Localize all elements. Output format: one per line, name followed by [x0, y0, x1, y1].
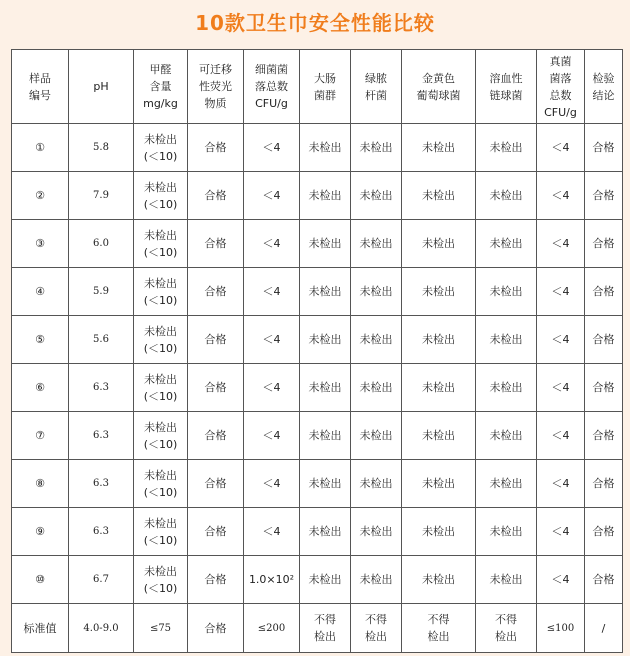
- cell-pseudomonas: 未检出: [351, 508, 402, 556]
- cell-fungi: ＜4: [537, 124, 585, 172]
- cell-strep: 未检出: [476, 460, 537, 508]
- cell-line: 未检出: [144, 516, 177, 530]
- cell-conclusion: 合格: [585, 412, 623, 460]
- cell-line: 不得: [427, 613, 450, 626]
- cell-ph: 6.7: [69, 556, 134, 604]
- standard-fluorescent: 合格: [188, 604, 244, 653]
- column-header: [134, 50, 188, 124]
- table-row: [12, 124, 623, 172]
- cell-line: 未检出: [144, 276, 177, 290]
- cell-line: (＜10): [143, 293, 178, 307]
- cell-line: 链球菌: [489, 88, 523, 102]
- cell-conclusion: 合格: [585, 172, 623, 220]
- cell-strep: 未检出: [476, 124, 537, 172]
- cell-conclusion: 合格: [585, 508, 623, 556]
- cell-bacteria: ＜4: [244, 460, 300, 508]
- cell-pseudomonas: 未检出: [351, 124, 402, 172]
- cell-pseudomonas: 未检出: [351, 364, 402, 412]
- cell-staph: 未检出: [402, 124, 476, 172]
- cell-id: ⑦: [12, 412, 69, 460]
- cell-id: ③: [12, 220, 69, 268]
- standard-staph: [402, 604, 476, 653]
- cell-staph: 未检出: [402, 556, 476, 604]
- cell-bacteria: ＜4: [244, 316, 300, 364]
- cell-coliform: 未检出: [300, 220, 351, 268]
- cell-line: 溶血性: [489, 71, 523, 85]
- cell-id: ⑩: [12, 556, 69, 604]
- cell-formaldehyde: [134, 316, 188, 364]
- cell-line: 样品: [29, 71, 51, 85]
- cell-line: 细菌菌: [255, 63, 288, 76]
- cell-line: 总数: [549, 88, 572, 102]
- cell-id: ⑥: [12, 364, 69, 412]
- cell-line: (＜10): [143, 245, 178, 259]
- cell-fungi: ＜4: [537, 316, 585, 364]
- cell-id: ⑧: [12, 460, 69, 508]
- cell-pseudomonas: 未检出: [351, 220, 402, 268]
- cell-id: ④: [12, 268, 69, 316]
- cell-line: 菌落: [549, 71, 572, 85]
- cell-line: 未检出: [144, 228, 177, 242]
- table-row: [12, 220, 623, 268]
- table-row: [12, 268, 623, 316]
- cell-line: 检出: [427, 630, 450, 643]
- cell-coliform: 未检出: [300, 172, 351, 220]
- cell-strep: 未检出: [476, 316, 537, 364]
- standard-strep: [476, 604, 537, 653]
- cell-coliform: 未检出: [300, 556, 351, 604]
- cell-bacteria: ＜4: [244, 412, 300, 460]
- cell-staph: 未检出: [402, 412, 476, 460]
- cell-line: (＜10): [143, 533, 178, 547]
- column-header: [300, 50, 351, 124]
- cell-strep: 未检出: [476, 508, 537, 556]
- cell-line: 落总数: [255, 80, 288, 93]
- cell-line: (＜10): [143, 197, 178, 211]
- cell-line: (＜10): [143, 581, 178, 595]
- cell-ph: 6.3: [69, 412, 134, 460]
- cell-id: ①: [12, 124, 69, 172]
- cell-fungi: ＜4: [537, 412, 585, 460]
- cell-line: CFU/g: [544, 105, 577, 119]
- cell-ph: 6.3: [69, 460, 134, 508]
- cell-line: 大肠: [314, 71, 336, 85]
- table-row: [12, 508, 623, 556]
- cell-formaldehyde: [134, 172, 188, 220]
- cell-coliform: 未检出: [300, 268, 351, 316]
- cell-line: 绿脓: [365, 71, 387, 85]
- cell-bacteria: 1.0×10²: [244, 556, 300, 604]
- cell-coliform: 未检出: [300, 316, 351, 364]
- cell-line: 性荧光: [199, 80, 232, 93]
- cell-staph: 未检出: [402, 316, 476, 364]
- cell-strep: 未检出: [476, 268, 537, 316]
- cell-bacteria: ＜4: [244, 268, 300, 316]
- cell-bacteria: ＜4: [244, 364, 300, 412]
- cell-formaldehyde: [134, 508, 188, 556]
- cell-id: ⑨: [12, 508, 69, 556]
- cell-line: 甲醛: [149, 63, 172, 76]
- cell-id: ②: [12, 172, 69, 220]
- cell-line: 葡萄球菌: [416, 88, 461, 102]
- standard-conclusion: /: [585, 604, 623, 653]
- standard-pseudomonas: [351, 604, 402, 653]
- cell-conclusion: 合格: [585, 460, 623, 508]
- cell-pseudomonas: 未检出: [351, 268, 402, 316]
- cell-strep: 未检出: [476, 172, 537, 220]
- table-body: [12, 124, 623, 653]
- column-header: [69, 50, 134, 124]
- cell-fungi: ＜4: [537, 268, 585, 316]
- cell-conclusion: 合格: [585, 364, 623, 412]
- cell-coliform: 未检出: [300, 124, 351, 172]
- cell-formaldehyde: [134, 460, 188, 508]
- cell-conclusion: 合格: [585, 316, 623, 364]
- cell-fluorescent: 合格: [188, 220, 244, 268]
- cell-coliform: 未检出: [300, 508, 351, 556]
- cell-line: 杆菌: [365, 88, 387, 102]
- cell-fluorescent: 合格: [188, 268, 244, 316]
- column-header: [537, 50, 585, 124]
- standard-formaldehyde: ≤75: [134, 604, 188, 653]
- cell-line: pH: [93, 80, 109, 93]
- cell-fluorescent: 合格: [188, 316, 244, 364]
- cell-pseudomonas: 未检出: [351, 556, 402, 604]
- cell-line: CFU/g: [255, 97, 288, 110]
- column-header: [351, 50, 402, 124]
- cell-line: (＜10): [143, 149, 178, 163]
- cell-line: 结论: [592, 88, 615, 102]
- cell-fungi: ＜4: [537, 556, 585, 604]
- column-header: [244, 50, 300, 124]
- cell-line: 检出: [365, 630, 387, 643]
- cell-line: 未检出: [144, 420, 177, 434]
- cell-staph: 未检出: [402, 172, 476, 220]
- cell-staph: 未检出: [402, 460, 476, 508]
- cell-strep: 未检出: [476, 364, 537, 412]
- cell-pseudomonas: 未检出: [351, 172, 402, 220]
- table-row: [12, 364, 623, 412]
- cell-line: (＜10): [143, 341, 178, 355]
- cell-conclusion: 合格: [585, 220, 623, 268]
- standard-label: 标准值: [12, 604, 69, 653]
- table-row: [12, 460, 623, 508]
- cell-strep: 未检出: [476, 412, 537, 460]
- standard-row: [12, 604, 623, 653]
- cell-ph: 6.3: [69, 364, 134, 412]
- cell-strep: 未检出: [476, 556, 537, 604]
- table-row: [12, 556, 623, 604]
- cell-line: 含量: [149, 80, 172, 93]
- cell-line: 菌群: [314, 88, 336, 102]
- cell-line: (＜10): [143, 437, 178, 451]
- cell-fungi: ＜4: [537, 508, 585, 556]
- cell-formaldehyde: [134, 412, 188, 460]
- cell-fungi: ＜4: [537, 220, 585, 268]
- cell-ph: 7.9: [69, 172, 134, 220]
- comparison-table: [11, 49, 623, 653]
- cell-bacteria: ＜4: [244, 508, 300, 556]
- cell-line: 编号: [29, 88, 51, 102]
- cell-formaldehyde: [134, 556, 188, 604]
- header-row: [12, 50, 623, 124]
- cell-line: 未检出: [144, 132, 177, 146]
- cell-ph: 5.8: [69, 124, 134, 172]
- standard-bacteria: ≤200: [244, 604, 300, 653]
- table-row: [12, 412, 623, 460]
- cell-fungi: ＜4: [537, 364, 585, 412]
- cell-pseudomonas: 未检出: [351, 412, 402, 460]
- cell-line: 未检出: [144, 324, 177, 338]
- cell-formaldehyde: [134, 268, 188, 316]
- cell-line: 物质: [204, 97, 227, 110]
- cell-conclusion: 合格: [585, 268, 623, 316]
- cell-line: 不得: [314, 613, 336, 626]
- cell-formaldehyde: [134, 364, 188, 412]
- standard-fungi: ≤100: [537, 604, 585, 653]
- page-title: 10款卫生巾安全性能比较: [195, 11, 435, 35]
- cell-ph: 5.6: [69, 316, 134, 364]
- cell-id: ⑤: [12, 316, 69, 364]
- cell-line: 不得: [365, 613, 387, 626]
- cell-staph: 未检出: [402, 220, 476, 268]
- cell-fungi: ＜4: [537, 460, 585, 508]
- cell-formaldehyde: [134, 220, 188, 268]
- cell-staph: 未检出: [402, 268, 476, 316]
- cell-line: 未检出: [144, 564, 177, 578]
- cell-fluorescent: 合格: [188, 364, 244, 412]
- cell-line: (＜10): [143, 485, 178, 499]
- table-row: [12, 172, 623, 220]
- cell-strep: 未检出: [476, 220, 537, 268]
- table-row: [12, 316, 623, 364]
- cell-coliform: 未检出: [300, 364, 351, 412]
- cell-conclusion: 合格: [585, 556, 623, 604]
- cell-staph: 未检出: [402, 364, 476, 412]
- cell-line: 金黄色: [422, 71, 455, 85]
- cell-pseudomonas: 未检出: [351, 316, 402, 364]
- cell-coliform: 未检出: [300, 412, 351, 460]
- cell-fungi: ＜4: [537, 172, 585, 220]
- cell-ph: 6.0: [69, 220, 134, 268]
- cell-line: 未检出: [144, 180, 177, 194]
- cell-staph: 未检出: [402, 508, 476, 556]
- cell-line: (＜10): [143, 389, 178, 403]
- column-header: [12, 50, 69, 124]
- cell-line: 不得: [495, 613, 517, 626]
- cell-line: 检验: [592, 71, 615, 85]
- cell-fluorescent: 合格: [188, 172, 244, 220]
- column-header: [188, 50, 244, 124]
- cell-line: 真菌: [549, 54, 572, 68]
- column-header: [476, 50, 537, 124]
- column-header: [585, 50, 623, 124]
- standard-ph: 4.0-9.0: [69, 604, 134, 653]
- cell-bacteria: ＜4: [244, 124, 300, 172]
- cell-fluorescent: 合格: [188, 412, 244, 460]
- cell-ph: 6.3: [69, 508, 134, 556]
- cell-fluorescent: 合格: [188, 508, 244, 556]
- cell-ph: 5.9: [69, 268, 134, 316]
- cell-fluorescent: 合格: [188, 556, 244, 604]
- cell-coliform: 未检出: [300, 460, 351, 508]
- column-header: [402, 50, 476, 124]
- cell-fluorescent: 合格: [188, 460, 244, 508]
- cell-formaldehyde: [134, 124, 188, 172]
- cell-line: mg/kg: [143, 97, 178, 110]
- cell-line: 未检出: [144, 372, 177, 386]
- cell-bacteria: ＜4: [244, 220, 300, 268]
- cell-conclusion: 合格: [585, 124, 623, 172]
- cell-bacteria: ＜4: [244, 172, 300, 220]
- cell-line: 未检出: [144, 468, 177, 482]
- cell-line: 检出: [314, 630, 336, 643]
- cell-line: 检出: [495, 630, 517, 643]
- cell-pseudomonas: 未检出: [351, 460, 402, 508]
- standard-coliform: [300, 604, 351, 653]
- cell-fluorescent: 合格: [188, 124, 244, 172]
- cell-line: 可迁移: [199, 63, 232, 76]
